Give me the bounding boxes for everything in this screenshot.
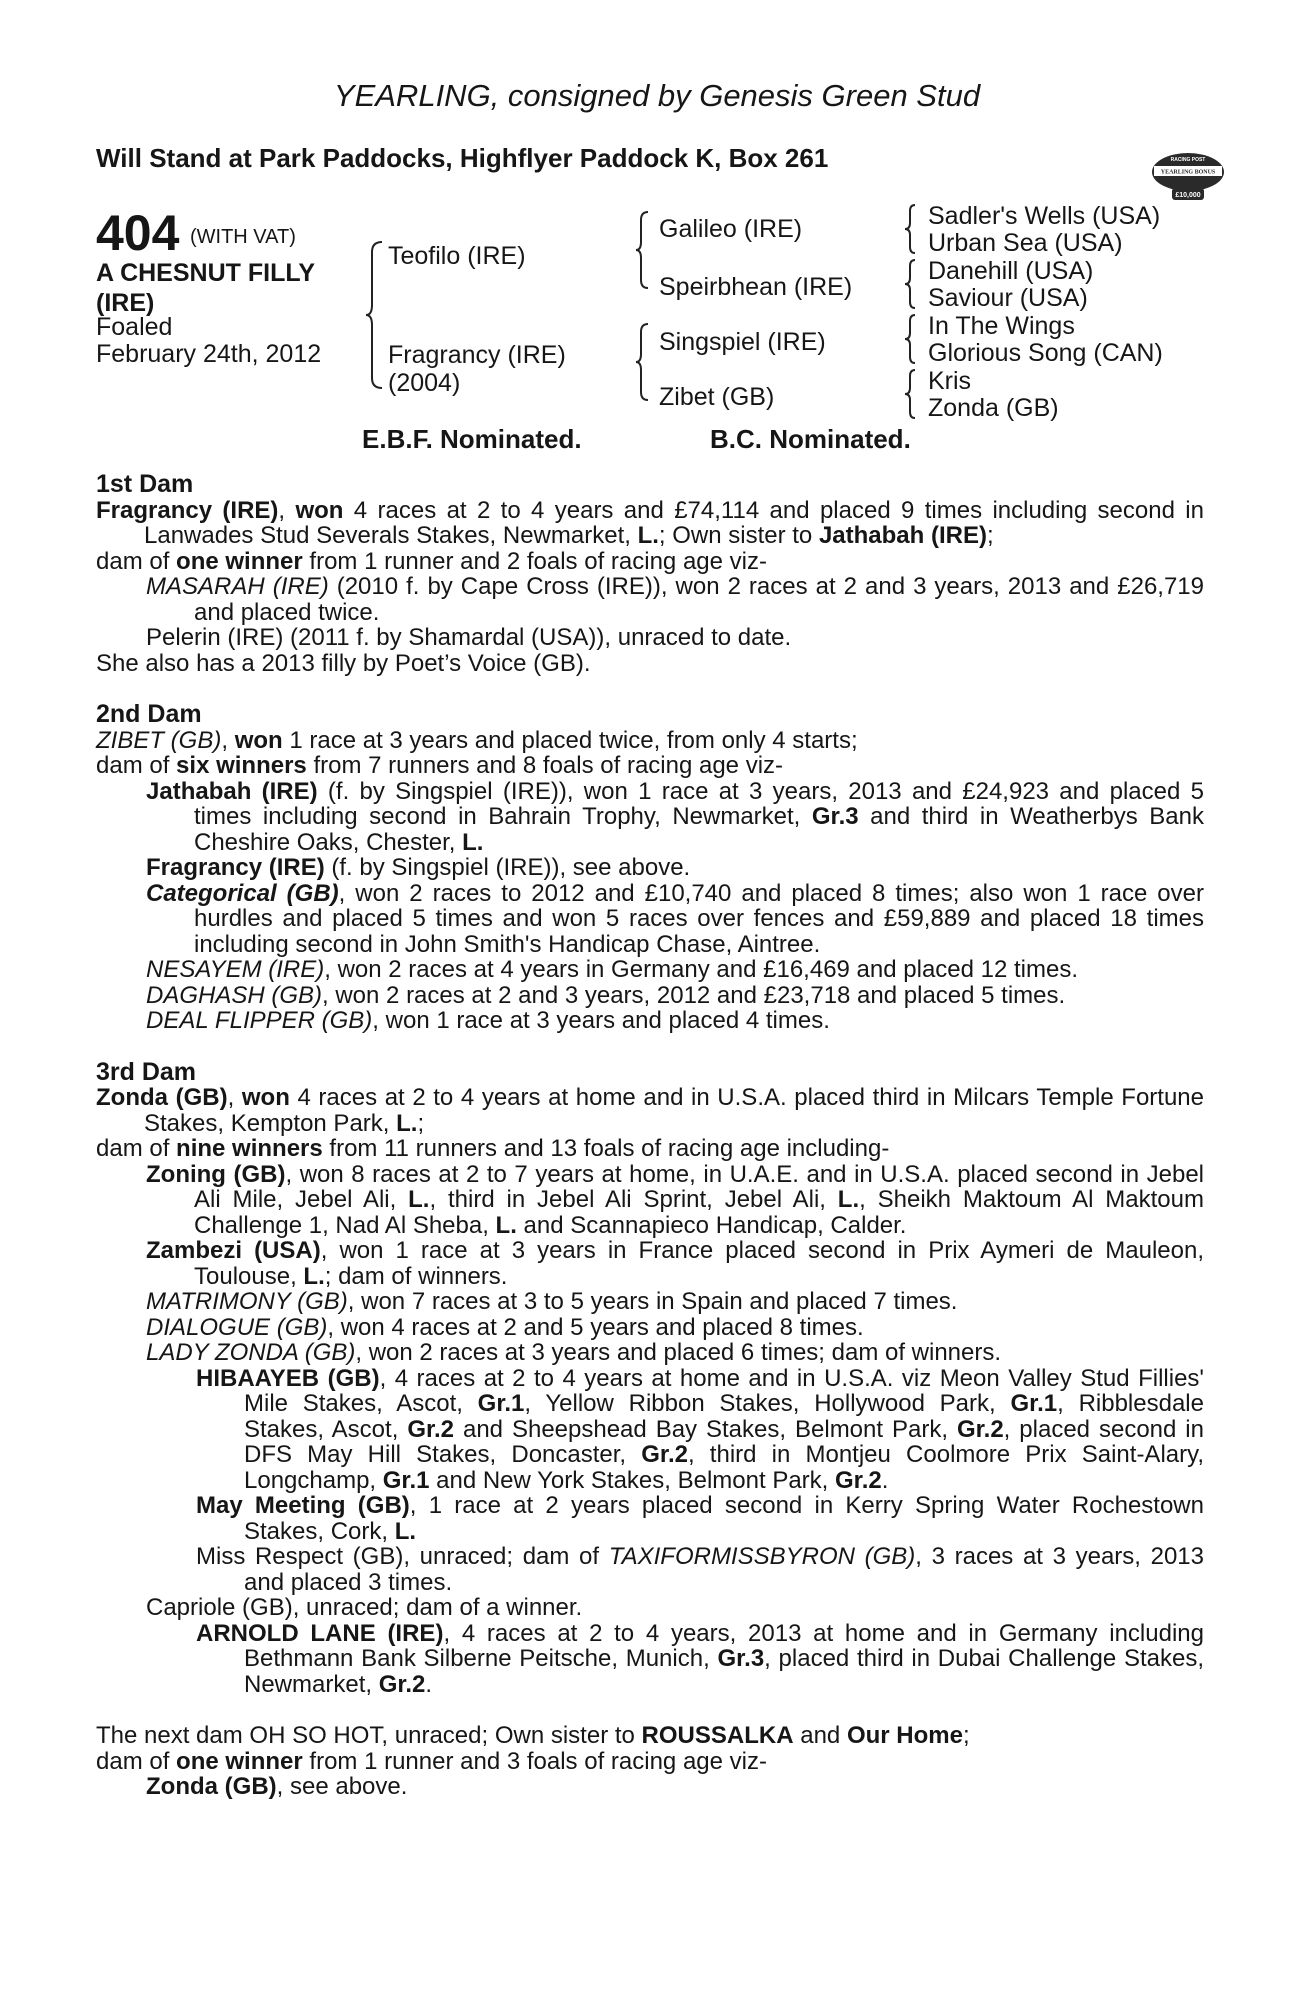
pedigree-brace-sire xyxy=(636,210,650,290)
third-dam-foal-capriole: Capriole (GB), unraced; dam of a winner. xyxy=(146,1594,583,1621)
first-dam-record: Fragrancy (IRE), won 4 races at 2 to 4 years and £74,114 and placed 9 times including second in Lanwades Stud Severals Stakes, Newmarket, L.; Own sister to Jathabah (IRE); xyxy=(96,496,1204,549)
pedigree-brace-g4 xyxy=(905,368,917,420)
pedigree-sire-sire: Galileo (IRE) xyxy=(659,215,803,243)
logo-text-top: RACING POST xyxy=(1170,157,1206,163)
second-dam-heading: 2nd Dam xyxy=(96,700,202,728)
pedigree-brace-dam xyxy=(636,322,650,402)
first-dam-produce-summary: dam of one winner from 1 runner and 2 foals of racing age viz- xyxy=(96,547,767,575)
pedigree-sire-dam: Speirbhean (IRE) xyxy=(659,273,853,301)
bc-nominated: B.C. Nominated. xyxy=(710,424,911,454)
second-dam-foal-fragrancy: Fragrancy (IRE) (f. by Singspiel (IRE)), see above. xyxy=(146,854,691,881)
grandfoal-arnold-lane: ARNOLD LANE (IRE), 4 races at 2 to 4 years, 2013 at home and in Germany including Bethmann Bank Silberne Peitsche, Munich, Gr.3, placed third in Dubai Challenge Stakes, Newmarket, Gr.2. xyxy=(196,1619,1205,1698)
logo-text-middle: YEARLING BONUS xyxy=(1160,169,1216,176)
grandfoal-hibaayeb: HIBAAYEB (GB), 4 races at 2 to 4 years at home and in U.S.A. viz Meon Valley Stud Fillies' Mile Stakes, Ascot, Gr.1, Yellow Ribbon Stakes, Hollywood Park, Gr.1, Ribblesdale Stakes, Ascot, Gr.2 and Sheepshead Bay Stakes, Belmont Park, Gr.2, placed second in DFS May Hill Stakes, Doncaster, Gr.2, third in Montjeu Coolmore Prix Saint-Alary, Longchamp, Gr.1 and New York Stakes, Belmont Park, Gr.2. xyxy=(196,1364,1205,1494)
second-dam-foal-daghash: DAGHASH (GB), won 2 races at 2 and 3 years, 2012 and £23,718 and placed 5 times. xyxy=(146,981,1066,1009)
second-dam-foal-deal-flipper: DEAL FLIPPER (GB), won 1 race at 3 years and placed 4 times. xyxy=(146,1007,830,1034)
first-dam-yearling-note: She also has a 2013 filly by Poet’s Voice (GB). xyxy=(96,649,591,677)
first-dam-foal-pelerin: Pelerin (IRE) (2011 f. by Shamardal (USA)), unraced to date. xyxy=(146,624,792,651)
second-dam-foal-categorical: Categorical (GB), won 2 races to 2012 and £10,740 and placed 8 times; also won 1 race over hurdles and placed 5 times and won 5 races over fences and £59,889 and placed 18 times including second in John Smith's Handicap Chase, Aintree. xyxy=(146,879,1204,958)
pedigree-g4: Saviour (USA) xyxy=(928,284,1088,312)
grandfoal-miss-respect: Miss Respect (GB), unraced; dam of TAXIFORMISSBYRON (GB), 3 races at 3 years, 2013 and placed 3 times. xyxy=(196,1543,1205,1596)
lot-number: 404 xyxy=(96,205,180,261)
pedigree-brace-g2 xyxy=(905,258,917,310)
stand-location: Will Stand at Park Paddocks, Highflyer Paddock K, Box 261 xyxy=(96,143,829,173)
grandfoal-may-meeting: May Meeting (GB), 1 race at 2 years placed second in Kerry Spring Water Rochestown Stakes, Cork, L. xyxy=(196,1492,1204,1545)
pedigree-g3: Danehill (USA) xyxy=(928,257,1094,285)
lot-description: A CHESNUT FILLY (IRE) xyxy=(96,259,315,317)
foaled-date: February 24th, 2012 xyxy=(96,340,322,368)
third-dam-foal-dialogue: DIALOGUE (GB), won 4 races at 2 and 5 years and placed 8 times. xyxy=(146,1313,864,1341)
pedigree-g8: Zonda (GB) xyxy=(928,394,1059,422)
pedigree-dam-dam: Zibet (GB) xyxy=(659,383,775,411)
third-dam-foal-zambezi: Zambezi (USA), won 1 race at 3 years in France placed second in Prix Aymeri de Mauleon, Toulouse, L.; dam of winners. xyxy=(146,1237,1204,1290)
pedigree-brace-g1 xyxy=(905,203,917,255)
logo-text-bottom: £10,000 xyxy=(1175,192,1201,199)
pedigree-g2: Urban Sea (USA) xyxy=(928,229,1123,257)
first-dam-heading: 1st Dam xyxy=(96,470,194,498)
vat-note: (WITH VAT) xyxy=(190,226,296,248)
pedigree-g6: Glorious Song (CAN) xyxy=(928,339,1163,367)
first-dam-foal-masarah: MASARAH (IRE) (2010 f. by Cape Cross (IRE)), won 2 races at 2 and 3 years, 2013 and £26,719 and placed twice. xyxy=(146,573,1204,626)
pedigree-g7: Kris xyxy=(928,367,972,395)
third-dam-foal-zoning: Zoning (GB), won 8 races at 2 to 7 years at home, in U.A.E. and in U.S.A. placed second in Jebel Ali Mile, Jebel Ali, L., third in Jebel Ali Sprint, Jebel Ali, L., Sheikh Maktoum Al Maktoum Challenge 1, Nad Al Sheba, L. and Scannapieco Handicap, Calder. xyxy=(146,1160,1204,1239)
next-dam-produce-summary: dam of one winner from 1 runner and 3 foals of racing age viz- xyxy=(96,1747,767,1775)
pedigree-brace-g3 xyxy=(905,313,917,365)
pedigree-dam-year: (2004) xyxy=(388,369,461,397)
ebf-nominated: E.B.F. Nominated. xyxy=(362,424,582,454)
second-dam-foal-nesayem: NESAYEM (IRE), won 2 races at 4 years in Germany and £16,469 and placed 12 times. xyxy=(146,956,1079,983)
pedigree-g5: In The Wings xyxy=(928,312,1075,340)
third-dam-heading: 3rd Dam xyxy=(96,1057,197,1086)
pedigree-dam-sire: Singspiel (IRE) xyxy=(659,328,826,356)
consignment-line: YEARLING, consigned by Genesis Green Stud xyxy=(333,78,981,113)
pedigree-dam: Fragrancy (IRE) xyxy=(388,341,566,369)
foaled-label: Foaled xyxy=(96,313,173,341)
pedigree-g1: Sadler's Wells (USA) xyxy=(928,202,1161,230)
third-dam-foal-matrimony: MATRIMONY (GB), won 7 races at 3 to 5 years in Spain and placed 7 times. xyxy=(146,1288,958,1315)
catalogue-body xyxy=(96,472,1204,1800)
third-dam-foal-lady-zonda: LADY ZONDA (GB), won 2 races at 3 years and placed 6 times; dam of winners. xyxy=(146,1339,1002,1366)
pedigree-sire: Teofilo (IRE) xyxy=(388,242,526,270)
pedigree-brace-main xyxy=(366,240,384,390)
second-dam-record: ZIBET (GB), won 1 race at 3 years and placed twice, from only 4 starts; xyxy=(96,726,858,754)
next-dam-foal-zonda: Zonda (GB), see above. xyxy=(146,1773,408,1800)
second-dam-produce-summary: dam of six winners from 7 runners and 8 foals of racing age viz- xyxy=(96,752,784,779)
second-dam-foal-jathabah: Jathabah (IRE) (f. by Singspiel (IRE)), won 1 race at 3 years, 2013 and £24,923 and placed 5 times including second in Bahrain Trophy, Newmarket, Gr.3 and third in Weatherbys Bank Cheshire Oaks, Chester, L. xyxy=(146,777,1204,856)
yearling-bonus-logo xyxy=(1150,148,1226,204)
third-dam-record: Zonda (GB), won 4 races at 2 to 4 years at home and in U.S.A. placed third in Milcars Temple Fortune Stakes, Kempton Park, L.; xyxy=(96,1084,1205,1137)
next-dam-record: The next dam OH SO HOT, unraced; Own sister to ROUSSALKA and Our Home; xyxy=(96,1722,970,1749)
third-dam-produce-summary: dam of nine winners from 11 runners and 13 foals of racing age including- xyxy=(96,1135,890,1162)
